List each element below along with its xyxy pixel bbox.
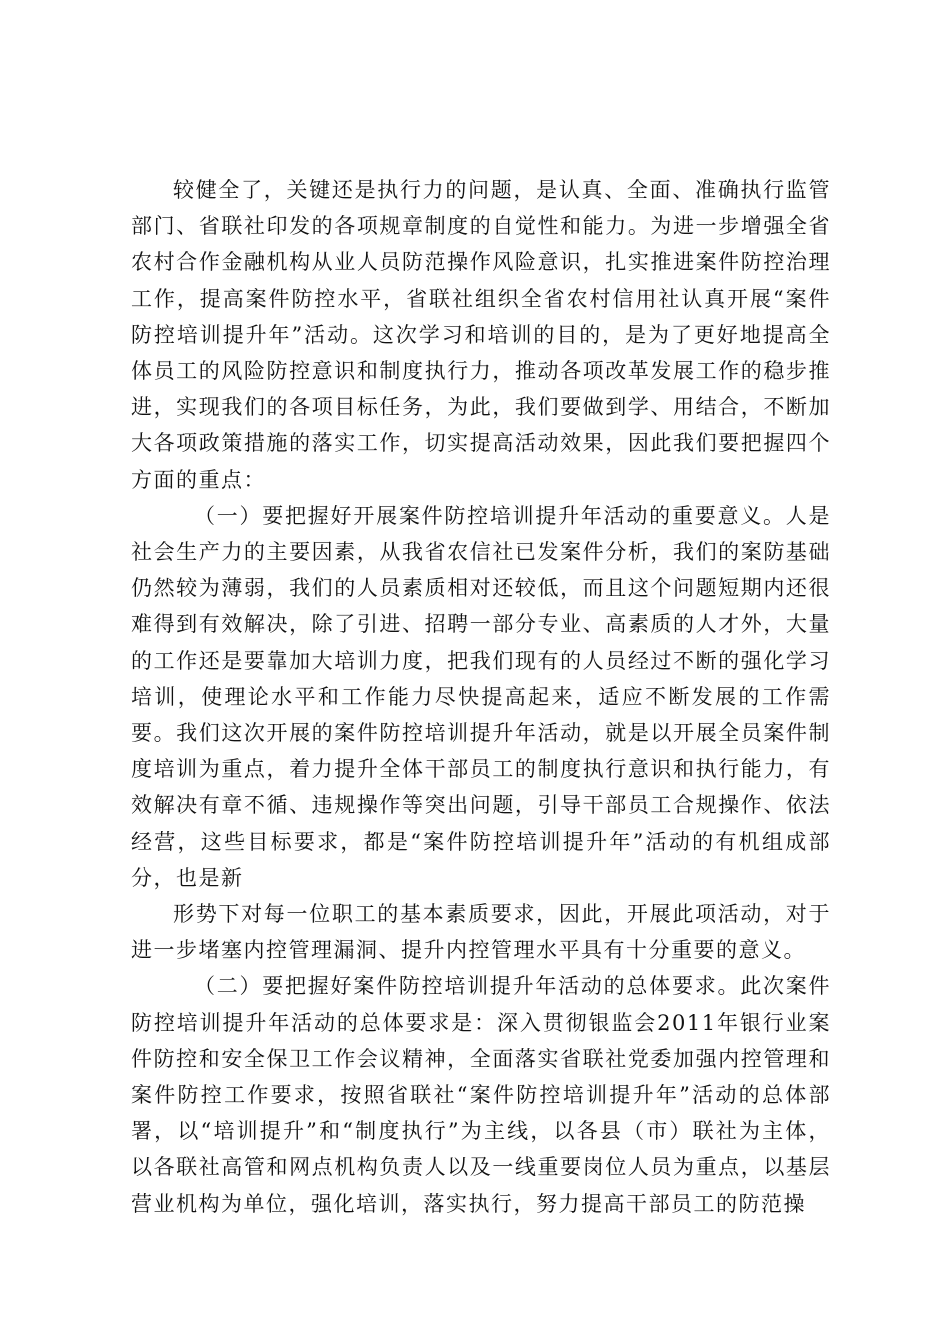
paragraph-section-one-continued: 形势下对每一位职工的基本素质要求，因此，开展此项活动，对于进一步堵塞内控管理漏洞、提升内控管理水平具有十分重要的意义。 xyxy=(131,902,831,963)
document-body xyxy=(131,172,831,1222)
paragraph-section-one: （一）要把握好开展案件防控培训提升年活动的重要意义。人是社会生产力的主要因素，从我省农信社已发案件分析，我们的案防基础仍然较为薄弱，我们的人员素质相对还较低，而且这个问题短期内还很难得到有效解决，除了引进、招聘一部分专业、高素质的人才外，大量的工作还是要靠加大培训力度，把我们现有的人员经过不断的强化学习培训，使理论水平和工作能力尽快提高起来，适应不断发展的工作需要。我们这次开展的案件防控培训提升年活动，就是以开展全员案件制度培训为重点，着力提升全体干部员工的制度执行意识和执行能力，有效解决有章不循、违规操作等突出问题，引导干部员工合规操作、依法经营，这些目标要求，都是“案件防控培训提升年”活动的有机组成部分，也是新 xyxy=(131,503,831,890)
paragraph-intro: 较健全了，关键还是执行力的问题，是认真、全面、准确执行监管部门、省联社印发的各项规章制度的自觉性和能力。为进一步增强全省农村合作金融机构从业人员防范操作风险意识，扎实推进案件防控治理工作，提高案件防控水平，省联社组织全省农村信用社认真开展“案件防控培训提升年”活动。这次学习和培训的目的，是为了更好地提高全体员工的风险防控意识和制度执行力，推动各项改革发展工作的稳步推进，实现我们的各项目标任务，为此，我们要做到学、用结合，不断加大各项政策措施的落实工作，切实提高活动效果，因此我们要把握四个方面的重点： xyxy=(131,178,831,492)
paragraph-section-two: （二）要把握好案件防控培训提升年活动的总体要求。此次案件防控培训提升年活动的总体要求是：深入贯彻银监会2011年银行业案件防控和安全保卫工作会议精神，全面落实省联社党委加强内控管理和案件防控工作要求，按照省联社“案件防控培训提升年”活动的总体部署，以“培训提升”和“制度执行”为主线，以各县（市）联社为主体，以各联社高管和网点机构负责人以及一线重要岗位人员为重点，以基层营业机构为单位，强化培训，落实执行，努力提高干部员工的防范操 xyxy=(131,974,831,1216)
